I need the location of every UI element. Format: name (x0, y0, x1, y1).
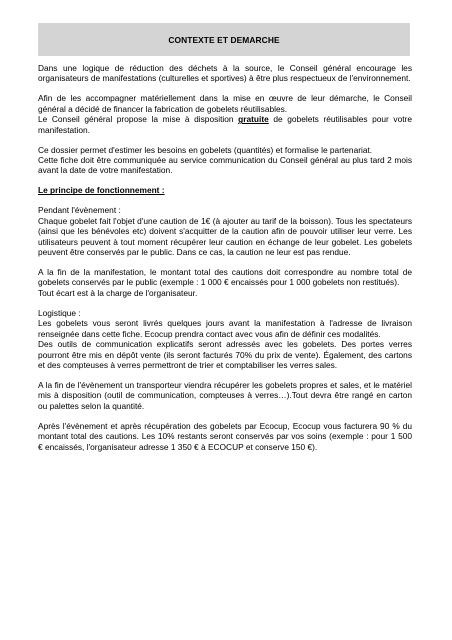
end-paragraph (38, 267, 412, 298)
during-heading: Pendant l'évènement : (38, 205, 121, 216)
form-purpose: Ce dossier permet d'estimer les besoins en gobelets (quantités) et formalise le partenariat. (38, 144, 373, 155)
principle-heading-paragraph (38, 185, 412, 195)
logistics-delivery: Les gobelets vous seront livrés quelques jours avant la manifestation à l'adresse de livraison renseignée dans cette fiche. Ecocup prendra contact avec vous afin de définir ces modalités. (38, 318, 412, 339)
during-paragraph (38, 205, 412, 257)
logistics-paragraph (38, 308, 412, 370)
logistics-tools: Des outils de communication explicatifs seront adressés avec les gobelets. Des portes verres pourront être mis en dépôt vente (ils seront facturés 70% du prix de vente). Également, des cartons et des compteuses à verres permettront de trier et comptabiliser les verres sales. (38, 339, 412, 370)
intro-paragraph: Dans une logique de réduction des déchets à la source, le Conseil général encourage les organisateurs de manifestations (culturelles et sportives) à être plus respectueux de l'environnement. (38, 63, 412, 84)
section-header (38, 23, 410, 56)
end-of-event-text: A la fin de la manifestation, le montant total des cautions doit correspondre au nombre total de gobelets conservés par le public (exemple : 1 000 € encaissés pour 1 000 gobelets non restitués). (38, 267, 412, 288)
accompaniment-text: Afin de les accompagner matériellement dans la mise en œuvre de leur démarche, le Conseil général a décidé de financer la fabrication de gobelets réutilisables. (38, 93, 412, 114)
gap-charge-text: Tout écart est à la charge de l'organisateur. (38, 287, 198, 298)
pickup-paragraph: A la fin de l'évènement un transporteur viendra récupérer les gobelets propres et sales, et le matériel mis à disposition (outil de communication, compteuses à verres…).Tout devra être rangé en carton ou palettes selon la quantité. (38, 379, 412, 411)
principle-heading: Le principe de fonctionnement : (38, 185, 165, 196)
form-deadline: Cette fiche doit être communiquée au service communication du Conseil général au plus tard 2 mois avant la date de votre manifestation. (38, 155, 412, 176)
logistics-heading: Logistique : (38, 307, 81, 318)
offer-after: de gobelets réutilisables pour votre manifestation. (38, 114, 412, 135)
form-paragraph (38, 145, 412, 176)
invoice-paragraph: Après l'évènement et après récupération des gobelets par Ecocup, Ecocup vous facturera 90 % du montant total des cautions. Les 10% restants seront conservés par vos soins (exemple : pour 1 500 € encaissés, l'organisateur adresse 1 350 € à ECOCUP et conserve 150 €). (38, 420, 412, 452)
during-text: Chaque gobelet fait l'objet d'une caution de 1€ (à ajouter au tarif de la boisson). Tous les spectateurs (ainsi que les bénévoles etc) doivent s'acquitter de la caution afin de pouvoir utiliser leur verre. Les utilisateurs peuvent à tout moment récupérer leur caution en échange de leur gobelet. Les gobelets peuvent être conservés par le public. Dans ce cas, la caution ne leur est pas rendue. (38, 215, 412, 258)
document-body (38, 63, 412, 462)
accompaniment-paragraph (38, 93, 412, 135)
offer-emphasis: gratuite (238, 114, 269, 125)
offer-text (38, 114, 412, 135)
section-title: CONTEXTE ET DEMARCHE (168, 34, 280, 45)
offer-before: Le Conseil général propose la mise à disposition (38, 114, 239, 125)
